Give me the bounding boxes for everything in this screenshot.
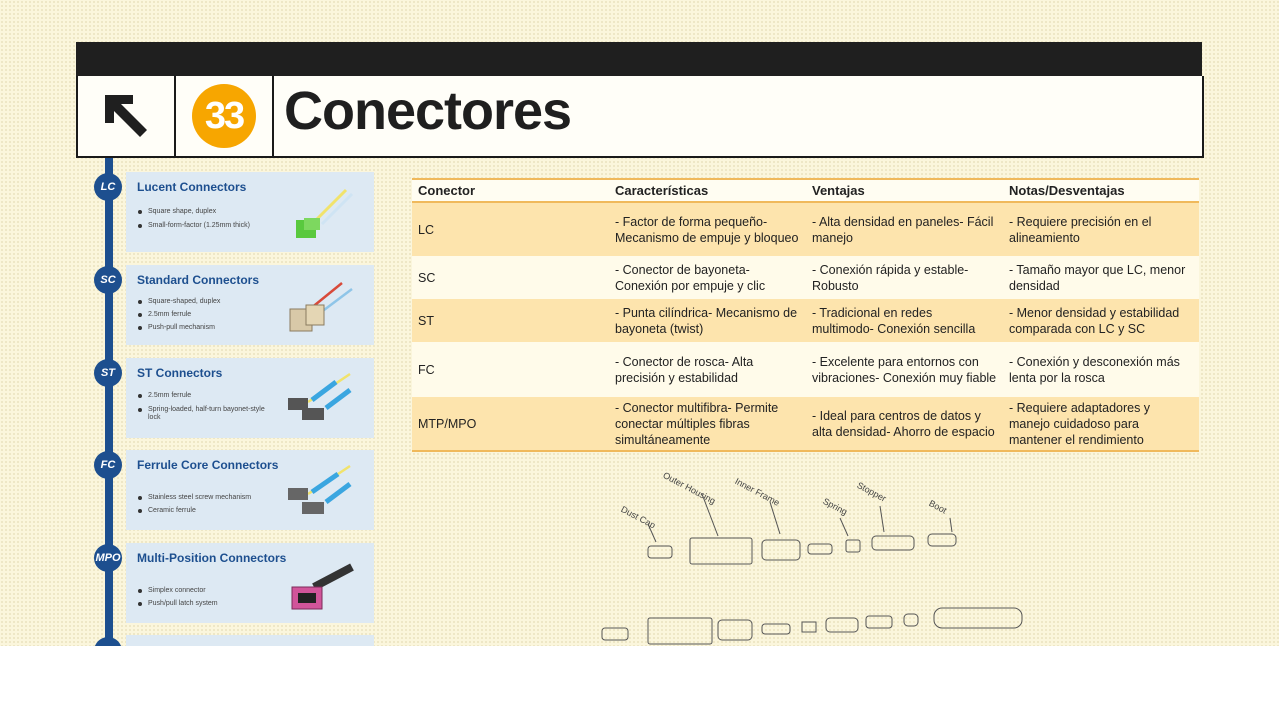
table-cell: ST [412,299,609,342]
diagram-label-inner-frame: Inner Frame [733,476,782,508]
table-cell: MTP/MPO [412,397,609,451]
connector-title: ST Connectors [137,366,223,380]
connector-bullet: Square-shaped, duplex [148,298,268,306]
connector-code-next [94,637,122,646]
table-cell: - Conexión y desconexión más lenta por la rosca [1003,342,1199,397]
table-cell: - Conexión rápida y estable- Robusto [806,256,1003,299]
diagram-label-boot: Boot [927,498,949,516]
table-cell: - Ideal para centros de datos y alta densidad- Ahorro de espacio [806,397,1003,451]
table-row [412,299,1199,342]
connector-bullet: Push/pull latch system [148,600,268,608]
connector-card-mpo [126,543,374,623]
table-cell: - Menor densidad y estabilidad comparada con LC y SC [1003,299,1199,342]
connector-title: Standard Connectors [137,273,260,287]
connector-bullet: 2.5mm ferrule [148,392,268,400]
table-cell: - Alta densidad en paneles- Fácil manejo [806,202,1003,256]
connectors-table [412,178,1199,452]
header [76,76,1204,158]
section-number-badge: 33 [192,84,256,148]
connector-bullet: Spring-loaded, half-turn bayonet-style lock [148,406,268,422]
arrow-up-left-icon [103,93,149,139]
table-header-row [412,179,1199,202]
section-number-cell [176,76,274,156]
header-bar [76,42,1202,76]
mpo-connector-image [284,557,354,613]
connector-code-lc: LC [94,173,122,201]
table-cell: - Factor de forma pequeño- Mecanismo de empuje y bloqueo [609,202,806,256]
table-cell: - Tradicional en redes multimodo- Conexión sencilla [806,299,1003,342]
table-cell: - Conector de rosca- Alta precisión y estabilidad [609,342,806,397]
connector-code-fc: FC [94,451,122,479]
table-cell: - Tamaño mayor que LC, menor densidad [1003,256,1199,299]
connector-bullet: Square shape, duplex [148,208,268,216]
table-row [412,342,1199,397]
connector-card-sc [126,265,374,345]
arrow-cell [78,76,176,156]
connector-code-mpo: MPO [94,544,122,572]
table-cell: - Conector multifibra- Permite conectar múltiples fibras simultáneamente [609,397,806,451]
diagram-label-spring: Spring [821,496,849,518]
table-row [412,202,1199,256]
table-cell: - Requiere precisión en el alineamiento [1003,202,1199,256]
connector-bullet: Stainless steel screw mechanism [148,494,268,502]
connector-bullet: Push-pull mechanism [148,324,268,332]
connector-card-lc [126,172,374,252]
connector-code-st: ST [94,359,122,387]
table-cell: SC [412,256,609,299]
connector-bullet: Ceramic ferrule [148,507,268,515]
diagram-label-outer-housing: Outer Housing [661,470,718,507]
column-header: Notas/Desventajas [1003,179,1199,202]
fc-connector-image [284,464,354,520]
connector-card-st [126,358,374,438]
sc-connector-image [284,279,354,335]
timeline-line [105,158,113,646]
column-header: Características [609,179,806,202]
connector-title: Ferrule Core Connectors [137,458,279,472]
diagram-label-stopper: Stopper [855,480,888,504]
column-header: Conector [412,179,609,202]
connector-bullet: Small-form-factor (1.25mm thick) [148,222,268,230]
connector-card-next [126,635,374,646]
table-cell: - Conector de bayoneta- Conexión por empuje y clic [609,256,806,299]
table-cell: LC [412,202,609,256]
table-cell: - Excelente para entornos con vibraciones- Conexión muy fiable [806,342,1003,397]
connector-bullet: Simplex connector [148,587,268,595]
column-header: Ventajas [806,179,1003,202]
diagram-label-dust-cap: Dust Cap [619,504,658,531]
table-cell: - Punta cilíndrica- Mecanismo de bayoneta (twist) [609,299,806,342]
connector-title: Lucent Connectors [137,180,247,194]
table-cell: FC [412,342,609,397]
connector-code-sc: SC [94,266,122,294]
st-connector-image [284,372,354,428]
table-row [412,397,1199,451]
lc-connector-image [284,186,354,242]
page-title: Conectores [284,81,572,141]
table-row [412,256,1199,299]
table-cell: - Requiere adaptadores y manejo cuidadoso para mantener el rendimiento [1003,397,1199,451]
connector-parts-drawing [590,462,1040,646]
connector-bullet: 2.5mm ferrule [148,311,268,319]
exploded-connector-diagram [590,462,1040,646]
connector-title: Multi-Position Connectors [137,551,287,565]
connector-card-fc [126,450,374,530]
